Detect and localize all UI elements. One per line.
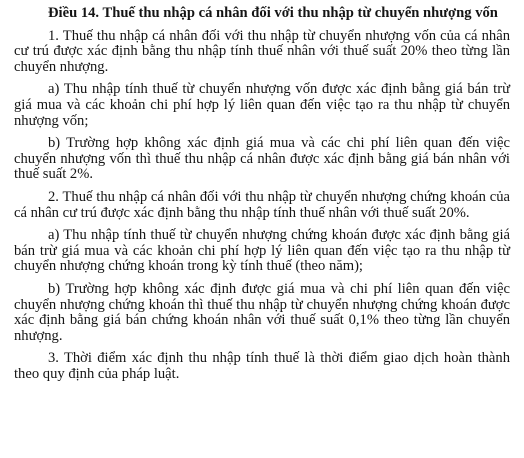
paragraph-2b: b) Trường hợp không xác định được giá mua và chi phí liên quan đến việc chuyển nhượng chứng khoán thì thuế thu nhập từ chuyển nhượng chứng khoán được xác định bằng giá bán chứng khoán nhân với thuế suất 0,1% theo từng lần chuyển nhượng. [14,280,510,344]
paragraph-2a: a) Thu nhập tính thuế từ chuyển nhượng chứng khoán được xác định bằng giá bán trừ giá mua và các khoản chi phí hợp lý liên quan đến việc tạo ra thu nhập từ chuyển nhượng chứng khoán trong kỳ tính thuế (theo năm); [14,227,510,275]
paragraph-2: 2. Thuế thu nhập cá nhân đối với thu nhập từ chuyển nhượng chứng khoán của cá nhân cư trú được xác định bằng thu nhập tính thuế nhân với thuế suất 20%. [14,188,510,221]
article-heading: Điều 14. Thuế thu nhập cá nhân đối với thu nhập từ chuyển nhượng vốn [48,5,498,21]
paragraph-1a: a) Thu nhập tính thuế từ chuyển nhượng vốn được xác định bằng giá bán trừ giá mua và các khoản chi phí hợp lý liên quan đến việc tạo ra thu nhập từ chuyển nhượng vốn; [14,81,510,129]
paragraph-3: 3. Thời điểm xác định thu nhập tính thuế là thời điểm giao dịch hoàn thành theo quy định của pháp luật. [14,350,510,382]
paragraph-1: 1. Thuế thu nhập cá nhân đối với thu nhập từ chuyển nhượng vốn của cá nhân cư trú được xác định bằng thu nhập tính thuế nhân với thuế suất 20% theo từng lần chuyển nhượng. [14,27,510,75]
paragraph-1b: b) Trường hợp không xác định giá mua và các chi phí liên quan đến việc chuyển nhượng vốn thì thuế thu nhập cá nhân được xác định bằng giá bán nhân với thuế suất 2%. [14,135,510,183]
